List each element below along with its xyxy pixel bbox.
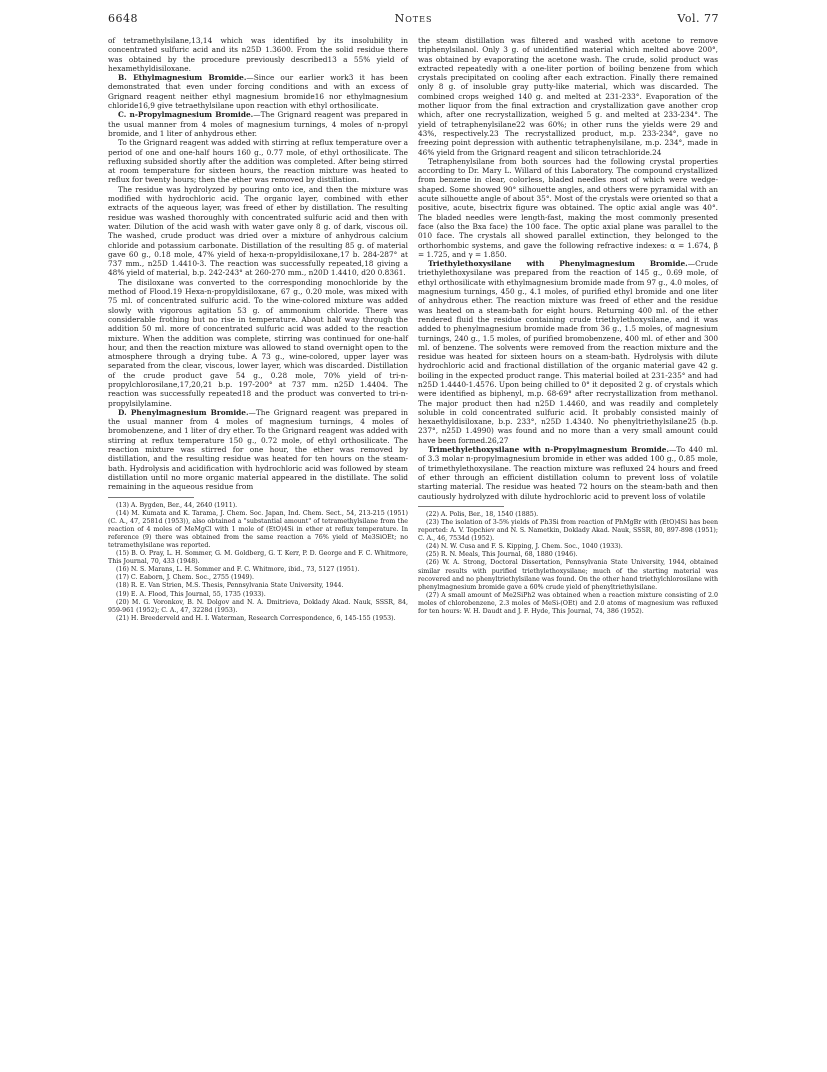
footnote: (26) W. A. Strong, Doctoral Dissertation, Pennsylvania State University, 1944, obtained similar results with purified triethylethoxysilane; much of the starting material was recovered and no phenyltriethylsilane was found. On the other hand triethylchlorosilane with phenylmagnesium bromide gave a 60% crude yield of phenyltriethylsilane. bbox=[418, 559, 718, 591]
paragraph bbox=[108, 408, 408, 492]
paragraph bbox=[418, 259, 718, 445]
section-heading: C. n-Propylmagnesium Bromide. bbox=[118, 110, 254, 120]
footnote: (22) A. Polis, Ber., 18, 1540 (1885). bbox=[426, 510, 539, 518]
page-number: 6648 bbox=[108, 12, 138, 25]
footnote: (25) R. N. Meals, This Journal, 68, 1880 (1946). bbox=[426, 551, 578, 559]
right-column bbox=[418, 36, 718, 616]
footnote: (13) A. Bygden, Ber., 44, 2640 (1911). bbox=[116, 501, 238, 509]
footnote: (21) H. Breederveld and H. I. Waterman, Research Correspondence, 6, 145-155 (1953). bbox=[116, 614, 396, 622]
running-title: Notes bbox=[394, 12, 433, 25]
paragraph bbox=[108, 278, 408, 408]
footnote: (27) A small amount of Me2SiPh2 was obtained when a reaction mixture consisting of 2.0 moles of chlorobenzene, 2.3 moles of MeSi-(OEt) and 2.0 atoms of magnesium was refluxed for ten hours: W. H. Daudt and J. F. Hyde, This Journal, 74, 386 (1952). bbox=[418, 591, 718, 615]
paragraph bbox=[108, 185, 408, 278]
paragraph bbox=[108, 138, 408, 184]
paragraph-text: To the Grignard reagent was added with stirring at reflux temperature over a period of one and one-half hours 160 g., 0.77 mole, of ethyl orthosilicate. The refluxing subsided shortly after the addition was completed. After being stirred at room temperature for sixteen hours, the reaction mixture was heated to reflux for twenty hours; then the ether was removed by distillation. bbox=[108, 138, 408, 185]
left-footnotes bbox=[108, 502, 408, 623]
left-body-text bbox=[108, 36, 408, 492]
footnote: (23) The isolation of 3-5% yields of Ph3Si from reaction of PhMgBr with (EtO)4Si has been reported: A. V. Topchiev and N. S. Nametkin, Doklady Akad. Nauk, SSSR, 80, 897-898 (1951); C. A., 46, 7534d (1952). bbox=[418, 518, 718, 543]
page-header bbox=[108, 12, 719, 26]
paragraph-text: of tetramethylsilane,13,14 which was identified by its insolubility in concentrated sulfuric acid and its n25D 1.3600. From the solid residue there was obtained by the procedure previously described13 a 55% yield of hexamethyldisiloxane. bbox=[108, 36, 408, 73]
paragraph-text: The disiloxane was converted to the corresponding monochloride by the method of Flood.19 Hexa-n-propyldisiloxane, 67 g., 0.20 mole, was mixed with 75 ml. of concentrated sulfuric acid. To the wine-colored mixture was added slowly with vigorous agitation 53 g. of ammonium chloride. There was considerable frothing but no rise in temperature. About half way through the addition 50 ml. more of concentrated sulfuric acid was added to the reaction mixture. When the addition was complete, stirring was continued for one-half hour, and then the reaction mixture was allowed to stand overnight open to the atmosphere through a drying tube. A 73 g., wine-colored, upper layer was separated from the clear, viscous, lower layer, which was discarded. Distillation of the crude product gave 54 g., 0.28 mole, 70% yield of tri-n-propylchlorosilane,17,20,21 b.p. 197-200° at 737 mm. n25D 1.4404. The reaction was successfully repeated18 and the product was converted to tri-n-propylsilylamine. bbox=[108, 277, 408, 408]
paragraph-text: Tetraphenylsilane from both sources had the following crystal properties according to Dr. Mary L. Willard of this Laboratory. The compound crystallized from benzene in clear, colorless, bladed needles most of which were wedge-shaped. Some showed 90° silhouette angles, and others were pyramidal with an acute silhouette angle of about 35°. Most of the crystals were oriented so that a positive, acute, bisectrix figure was obtained. The optic axial angle was 40°. The bladed needles were length-fast, making the most commonly presented face (also the Bxa face) the 100 face. The optic axial plane was parallel to the 010 face. The crystals all showed parallel extinction, they belonged to the orthorhombic systems, and gave the following refractive indexes: α = 1.674, β = 1.725, and γ = 1.850. bbox=[418, 156, 718, 259]
paragraph-text: —The Grignard reagent was prepared in the usual manner from 4 moles of magnesium turnings, 4 moles of n-propyl bromide, and 1 liter of anhydrous ether. bbox=[108, 110, 408, 138]
right-footnotes bbox=[418, 511, 718, 616]
paragraph bbox=[418, 157, 718, 259]
paragraph-text: the steam distillation was filtered and washed with acetone to remove triphenylsilanol. Only 3 g. of unidentified material which melted above 200°, was obtained by evaporating the acetone wash. The crude, solid product was extracted repeatedly with a one-liter portion of boiling benzene from which crystals precipitated on cooling after each extraction. Finally there remained only 8 g. of insoluble gray putty-like material, which was discarded. The combined crops weighed 140 g. and melted at 231-233°. Evaporation of the mother liquor from the final extraction and crystallization gave another crop which, after one recrystallization, weighed 5 g. and melted at 233-234°. The yield of tetraphenylsilane22 was 60%; in other runs the yields were 29 and 43%, respectively.23 The recrystallized product, m.p. 233-234°, gave no freezing point depression with authentic tetraphenylsilane, m.p. 234°, made in 46% yield from the Grignard reagent and silicon tetrachloride.24 bbox=[418, 36, 718, 157]
section-heading: Triethylethoxysilane with Phenylmagnesium Bromide. bbox=[428, 259, 688, 269]
section-heading: Trimethylethoxysilane with n-Propylmagnesium Bromide. bbox=[428, 445, 670, 455]
footnote: (14) M. Kumata and K. Tarama, J. Chem. Soc. Japan, Ind. Chem. Sect., 54, 213-215 (1951) (C. A., 47, 2581d (1953)), also obtained a "substantial amount" of tetramethylsilane from the reaction of 4 moles of MeMgCl with 1 mole of (EtO)4Si in ether at reflux temperature. In reference (9) there was obtained from the same reaction a 76% yield of Me3SiOEt; no tetramethylsilane was reported. bbox=[108, 509, 408, 550]
paragraph bbox=[108, 110, 408, 138]
paragraph-text: —To 440 ml. of 3.3 molar n-propylmagnesium bromide in ether was added 100 g., 0.85 mole, of trimethylethoxysilane. The reaction mixture was refluxed 24 hours and freed of ether through an efficient distillation column to prevent loss of volatile starting material. The residue was heated 72 hours on the steam-bath and then cautiously hydrolyzed with dilute hydrochloric acid to prevent loss of volatile bbox=[418, 445, 718, 501]
paragraph bbox=[108, 36, 408, 73]
paragraph-text: —Crude triethylethoxysilane was prepared from the reaction of 145 g., 0.69 mole, of ethyl orthosilicate with ethylmagnesium bromide made from 97 g., 4.0 moles, of magnesium turnings, 450 g., 4.1 moles, of purified ethyl bromide and one liter of anhydrous ether. The reaction mixture was freed of ether and the residue was heated on a steam-bath for eight hours. Returning 400 ml. of the ether rendered fluid the residue containing crude triethylethoxysilane, and it was added to phenylmagnesium bromide made from 36 g., 1.5 moles, of magnesium turnings, 240 g., 1.5 moles, of purified bromobenzene, 400 ml. of ether and 300 ml. of benzene. The solvents were removed from the reaction mixture and the residue was heated for sixteen hours on a steam-bath. Hydrolysis with dilute hydrochloric acid and fractional distillation of the organic material gave 42 g. boiling in the expected product range. This material boiled at 231-235° and had n25D 1.4440-1.4576. Upon being chilled to 0° it deposited 2 g. of crystals which were identified as biphenyl, m.p. 68-69° after recrystallization from methanol. The major product then had n25D 1.4460, and was readily and completely soluble in cold concentrated sulfuric acid. It probably consisted mainly of hexaethyldisiloxane, b.p. 233°, n25D 1.4340. No phenyltriethylsilane25 (b.p. 237°, n25D 1.4990) was found and no more than a very small amount could have been formed.26,27 bbox=[418, 259, 718, 445]
left-column bbox=[108, 36, 408, 623]
footnote: (18) R. E. Van Strien, M.S. Thesis, Pennsylvania State University, 1944. bbox=[116, 582, 344, 590]
paragraph bbox=[418, 36, 718, 157]
footnote: (15) B. O. Pray, L. H. Sommer, G. M. Goldberg, G. T. Kerr, P. D. George and F. C. Whitmore, This Journal, 70, 433 (1948). bbox=[108, 550, 408, 566]
footnote: (24) N. W. Cusa and F. S. Kipping, J. Chem. Soc., 1040 (1933). bbox=[426, 543, 623, 551]
footnote: (16) N. S. Marans, L. H. Sommer and F. C. Whitmore, ibid., 73, 5127 (1951). bbox=[116, 566, 360, 574]
paragraph-text: The residue was hydrolyzed by pouring onto ice, and then the mixture was modified with hydrochloric acid. The organic layer, combined with ether extracts of the aqueous layer, was freed of ether by distillation. The resulting residue was washed thoroughly with concentrated sulfuric acid and then with water. Dilution of the acid wash with water gave only 8 g. of dark, viscous oil. The washed, crude product was dried over a mixture of anhydrous calcium chloride and potassium carbonate. Distillation of the resulting 85 g. of material gave 60 g., 0.18 mole, 47% yield of hexa-n-propyldisiloxane,17 b. 284-287° at 737 mm., n25D 1.4410-3. The reaction was successfully repeated,18 giving a 48% yield of material, b.p. 242-243° at 260-270 mm., n20D 1.4410, d20 0.8361. bbox=[108, 184, 408, 278]
footnote-rule bbox=[108, 497, 194, 498]
footnote: (17) C. Eaborn, J. Chem. Soc., 2755 (1949). bbox=[116, 574, 254, 582]
paragraph-text: —Since our earlier work3 it has been demonstrated that even under forcing conditions and with an excess of Grignard reagent neither ethyl magnesium bromide16 nor ethylmagnesium chloride16,9 give tetraethylsilane upon reaction with ethyl orthosilicate. bbox=[108, 73, 408, 111]
right-body-text bbox=[418, 36, 718, 501]
section-heading: B. Ethylmagnesium Bromide. bbox=[118, 73, 247, 83]
paragraph bbox=[108, 73, 408, 110]
section-heading: D. Phenylmagnesium Bromide. bbox=[118, 407, 249, 417]
footnote: (19) E. A. Flood, This Journal, 55, 1735 (1933). bbox=[116, 590, 266, 598]
footnote-rule bbox=[418, 506, 504, 507]
paragraph-text: —The Grignard reagent was prepared in the usual manner from 4 moles of magnesium turnings, 4 moles of bromobenzene, and 1 liter of dry ether. To the Grignard reagent was added with stirring at reflux temperature 150 g., 0.72 mole, of ethyl orthosilicate. The reaction mixture was stirred for one hour, the ether was removed by distillation, and the resulting residue was heated for ten hours on the steam-bath. Hydrolysis and acidification with hydrochloric acid was followed by steam distillation until no more organic material appeared in the distillate. The solid remaining in the aqueous residue from bbox=[108, 407, 408, 492]
footnote: (20) M. G. Voronkov, B. N. Dolgov and N. A. Dmitrieva, Doklady Akad. Nauk, SSSR, 84, 959-961 (1952); C. A., 47, 3228d (1953). bbox=[108, 598, 408, 614]
paragraph bbox=[418, 445, 718, 501]
volume-number: Vol. 77 bbox=[677, 12, 719, 25]
